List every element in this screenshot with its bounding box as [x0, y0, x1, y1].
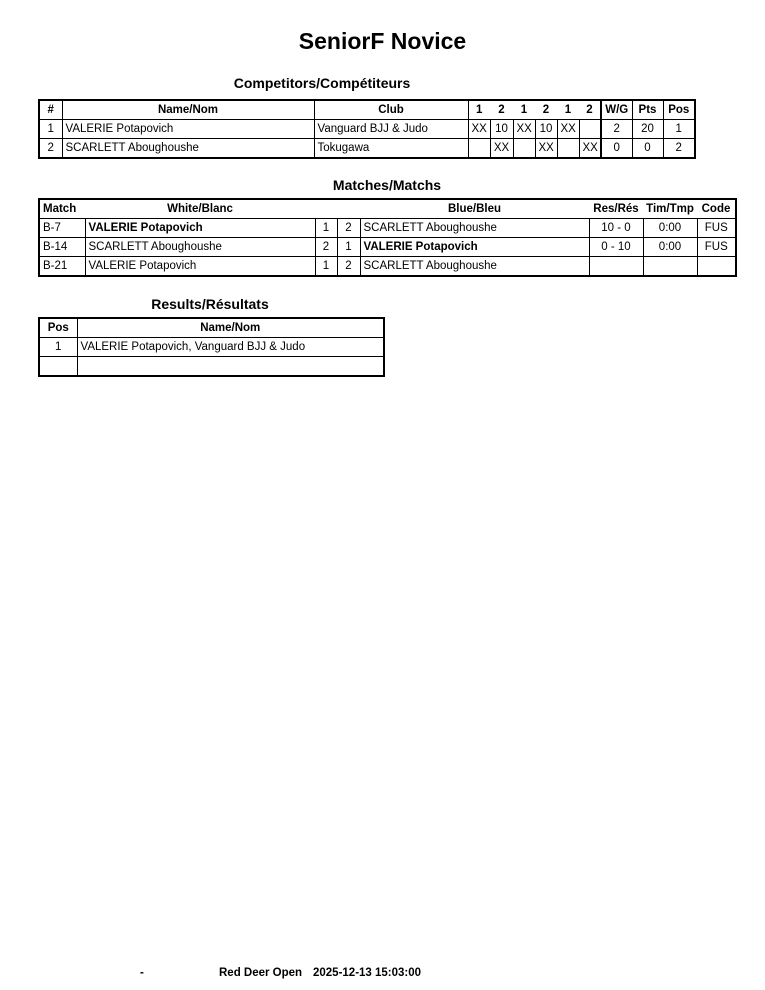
- match-blue-name: SCARLETT Aboughoushe: [360, 219, 589, 238]
- match-blue-name: SCARLETT Aboughoushe: [360, 257, 589, 277]
- col-header-code: Code: [697, 199, 736, 219]
- match-time: 0:00: [643, 238, 697, 257]
- round-cell: XX: [579, 139, 601, 159]
- competitor-wg: 0: [601, 139, 632, 159]
- results-header-row: [39, 318, 384, 338]
- match-white-name: VALERIE Potapovich: [85, 257, 315, 277]
- round-cell: XX: [490, 139, 513, 159]
- round-cell: 10: [490, 120, 513, 139]
- col-header-wg: W/G: [601, 100, 632, 120]
- matches-section-title: Matches/Matchs: [332, 177, 442, 193]
- col-header-round: 2: [579, 100, 601, 120]
- competitor-wg: 2: [601, 120, 632, 139]
- match-code: [697, 257, 736, 277]
- match-row: [39, 219, 736, 238]
- col-header-pos: Pos: [663, 100, 695, 120]
- round-cell: [579, 120, 601, 139]
- col-header-res: Res/Rés: [589, 199, 643, 219]
- competitor-pts: 20: [632, 120, 663, 139]
- col-header-name: Name/Nom: [62, 100, 314, 120]
- match-time: [643, 257, 697, 277]
- competitor-pos: 2: [663, 139, 695, 159]
- competitor-club: Tokugawa: [314, 139, 468, 159]
- results-section-title: Results/Résultats: [151, 296, 269, 312]
- round-cell: 10: [535, 120, 557, 139]
- match-id: B-7: [39, 219, 85, 238]
- header-spacer: [337, 199, 360, 219]
- match-blue-num: 2: [337, 257, 360, 277]
- match-white-num: 2: [315, 238, 337, 257]
- col-header-tim: Tim/Tmp: [643, 199, 697, 219]
- col-header-round: 1: [557, 100, 579, 120]
- match-blue-num: 2: [337, 219, 360, 238]
- matches-table: [38, 198, 737, 277]
- match-id: B-21: [39, 257, 85, 277]
- match-white-name: SCARLETT Aboughoushe: [85, 238, 315, 257]
- match-white-num: 1: [315, 257, 337, 277]
- col-header-pos: Pos: [39, 318, 77, 338]
- match-white-name: VALERIE Potapovich: [85, 219, 315, 238]
- matches-header-row: [39, 199, 736, 219]
- header-spacer: [315, 199, 337, 219]
- competitor-row: [39, 139, 695, 159]
- round-cell: XX: [468, 120, 490, 139]
- col-header-num: #: [39, 100, 62, 120]
- round-cell: [468, 139, 490, 159]
- round-cell: [513, 139, 535, 159]
- results-table: [38, 317, 385, 377]
- round-cell: [557, 139, 579, 159]
- round-cell: XX: [513, 120, 535, 139]
- competitor-name: VALERIE Potapovich: [62, 120, 314, 139]
- page-title: SeniorF Novice: [298, 28, 467, 54]
- col-header-match: Match: [39, 199, 85, 219]
- footer-event: Red Deer Open: [219, 967, 303, 979]
- col-header-club: Club: [314, 100, 468, 120]
- competitors-header-row: [39, 100, 695, 120]
- competitor-num: 1: [39, 120, 62, 139]
- match-blue-name: VALERIE Potapovich: [360, 238, 589, 257]
- match-id: B-14: [39, 238, 85, 257]
- result-pos: 1: [39, 338, 77, 357]
- match-result: 0 - 10: [589, 238, 643, 257]
- match-row: [39, 238, 736, 257]
- match-time: 0:00: [643, 219, 697, 238]
- match-result: 10 - 0: [589, 219, 643, 238]
- col-header-round: 2: [535, 100, 557, 120]
- col-header-blue: Blue/Bleu: [360, 199, 589, 219]
- match-white-num: 1: [315, 219, 337, 238]
- col-header-round: 1: [513, 100, 535, 120]
- competitor-pos: 1: [663, 120, 695, 139]
- match-result: [589, 257, 643, 277]
- match-code: FUS: [697, 238, 736, 257]
- col-header-pts: Pts: [632, 100, 663, 120]
- competitors-section-title: Competitors/Compétiteurs: [233, 75, 411, 91]
- col-header-name: Name/Nom: [77, 318, 384, 338]
- col-header-white: White/Blanc: [85, 199, 315, 219]
- competitor-pts: 0: [632, 139, 663, 159]
- col-header-round: 2: [490, 100, 513, 120]
- result-pos: [39, 357, 77, 377]
- footer-dash: -: [140, 967, 144, 979]
- match-blue-num: 1: [337, 238, 360, 257]
- footer-timestamp: 2025-12-13 15:03:00: [313, 967, 422, 979]
- result-name: [77, 357, 384, 377]
- competitor-club: Vanguard BJJ & Judo: [314, 120, 468, 139]
- competitors-table: [38, 99, 696, 159]
- competitor-name: SCARLETT Aboughoushe: [62, 139, 314, 159]
- col-header-round: 1: [468, 100, 490, 120]
- competitor-row: [39, 120, 695, 139]
- round-cell: XX: [557, 120, 579, 139]
- round-cell: XX: [535, 139, 557, 159]
- match-row: [39, 257, 736, 277]
- match-code: FUS: [697, 219, 736, 238]
- result-row: [39, 357, 384, 377]
- result-row: [39, 338, 384, 357]
- competitor-num: 2: [39, 139, 62, 159]
- result-name: VALERIE Potapovich, Vanguard BJJ & Judo: [77, 338, 384, 357]
